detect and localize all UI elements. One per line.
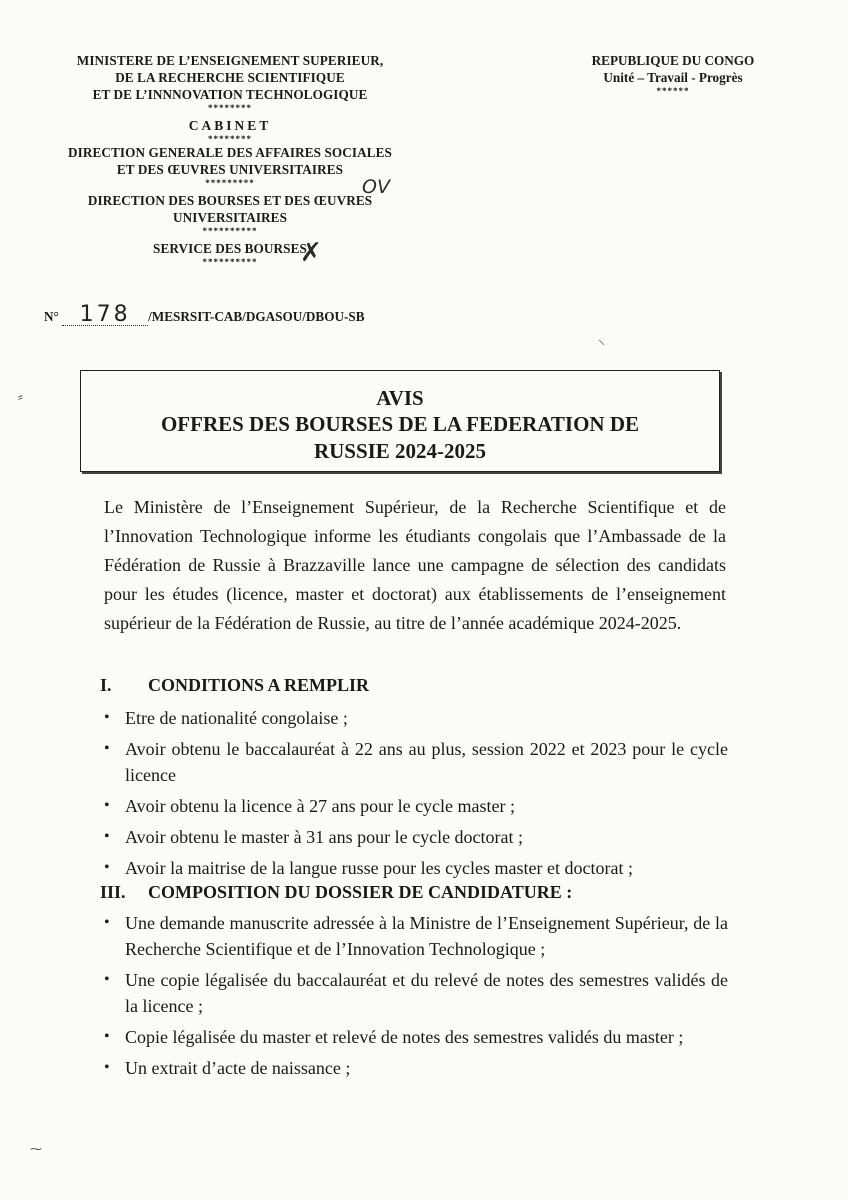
bullet-icon: • — [104, 709, 110, 726]
direction-generale-line-2: ET DES ŒUVRES UNIVERSITAIRES — [116, 162, 344, 177]
scan-speck: ⸗ — [18, 389, 23, 405]
list-item: • Une copie légalisée du baccalauréat et du relevé de notes des semestres validés de la licence ; — [100, 967, 728, 1019]
scan-speck: ⁓ — [30, 1142, 42, 1156]
list-item: • Un extrait d’acte de naissance ; — [100, 1055, 728, 1081]
cabinet-label: CABINET — [188, 118, 272, 133]
separator-stars: ******** — [208, 134, 252, 144]
bullet-icon: • — [104, 859, 110, 876]
national-motto: Unité – Travail - Progrès — [603, 70, 743, 85]
bullet-icon: • — [104, 828, 110, 845]
section-number: III. — [100, 882, 126, 902]
country-name: REPUBLIQUE DU CONGO — [591, 53, 755, 68]
list-item: • Avoir obtenu la licence à 27 ans pour le cycle master ; — [100, 793, 728, 819]
ref-number: 178 — [62, 305, 148, 326]
direction-bourses-line-2: UNIVERSITAIRES — [172, 210, 287, 225]
handwritten-initials: ✗ — [300, 238, 322, 268]
notice-subtitle-line-1: OFFRES DES BOURSES DE LA FEDERATION DE — [160, 412, 640, 436]
ministry-line-3: ET DE L’INNNOVATION TECHNOLOGIQUE — [92, 87, 368, 102]
direction-generale-line-1: DIRECTION GENERALE DES AFFAIRES SOCIALES — [68, 145, 392, 160]
section-heading: COMPOSITION DU DOSSIER DE CANDIDATURE : — [148, 882, 573, 902]
separator-stars: ********* — [205, 178, 255, 188]
separator-stars: ********** — [202, 257, 258, 267]
section-number: I. — [100, 675, 112, 695]
ref-suffix: /MESRSIT-CAB/DGASOU/DBOU-SB — [148, 309, 365, 324]
list-item: • Une demande manuscrite adressée à la Ministre de l’Enseignement Supérieur, de la Recherche Scientifique et de l’Innovation Technologique ; — [100, 910, 728, 962]
bullet-icon: • — [104, 740, 110, 757]
handwritten-initials: OV — [362, 176, 390, 198]
section-heading: CONDITIONS A REMPLIR — [148, 675, 370, 695]
list-item: • Etre de nationalité congolaise ; — [100, 705, 728, 731]
bullet-icon: • — [104, 1059, 110, 1076]
list-item: • Avoir obtenu le master à 31 ans pour le cycle doctorat ; — [100, 824, 728, 850]
list-item: • Avoir obtenu le baccalauréat à 22 ans au plus, session 2022 et 2023 pour le cycle licence — [100, 736, 728, 788]
section-title-dossier — [100, 882, 572, 903]
list-item: • Avoir la maitrise de la langue russe pour les cycles master et doctorat ; — [100, 855, 728, 881]
issuer-header — [40, 52, 420, 267]
dossier-list — [100, 910, 728, 1086]
intro-paragraph: Le Ministère de l’Enseignement Supérieur, de la Recherche Scientifique et de l’Innovation Technologique informe les étudiants congolais que l’Ambassade de la Fédération de Russie à Brazzaville lance une campagne de sélection des candidats pour les études (licence, master et doctorat) aux établissements de l’enseignement supérieur de la Fédération de Russie, au titre de l’année académique 2024-2025. — [104, 497, 726, 633]
section-title-conditions — [100, 675, 369, 696]
bullet-icon: • — [104, 797, 110, 814]
bullet-icon: • — [104, 971, 110, 988]
scan-speck: ⸜ — [598, 332, 605, 348]
republic-header — [548, 52, 798, 96]
ministry-line-2: DE LA RECHERCHE SCIENTIFIQUE — [115, 70, 345, 85]
notice-title: AVIS — [376, 386, 424, 410]
reference-number — [44, 302, 365, 327]
ministry-line-1: MINISTERE DE L’ENSEIGNEMENT SUPERIEUR, — [76, 53, 384, 68]
ref-prefix: N° — [44, 309, 59, 324]
bullet-icon: • — [104, 914, 110, 931]
separator-stars: ******** — [208, 103, 252, 113]
notice-subtitle-line-2: RUSSIE 2024-2025 — [313, 439, 487, 463]
service-label: SERVICE DES BOURSES — [153, 241, 307, 256]
notice-title-box — [80, 370, 720, 472]
list-item: • Copie légalisée du master et relevé de notes des semestres validés du master ; — [100, 1024, 728, 1050]
separator-stars: ********** — [202, 226, 258, 236]
direction-bourses-line-1: DIRECTION DES BOURSES ET DES ŒUVRES — [87, 193, 373, 208]
separator-stars: ****** — [656, 86, 690, 96]
conditions-list — [100, 705, 728, 886]
bullet-icon: • — [104, 1028, 110, 1045]
